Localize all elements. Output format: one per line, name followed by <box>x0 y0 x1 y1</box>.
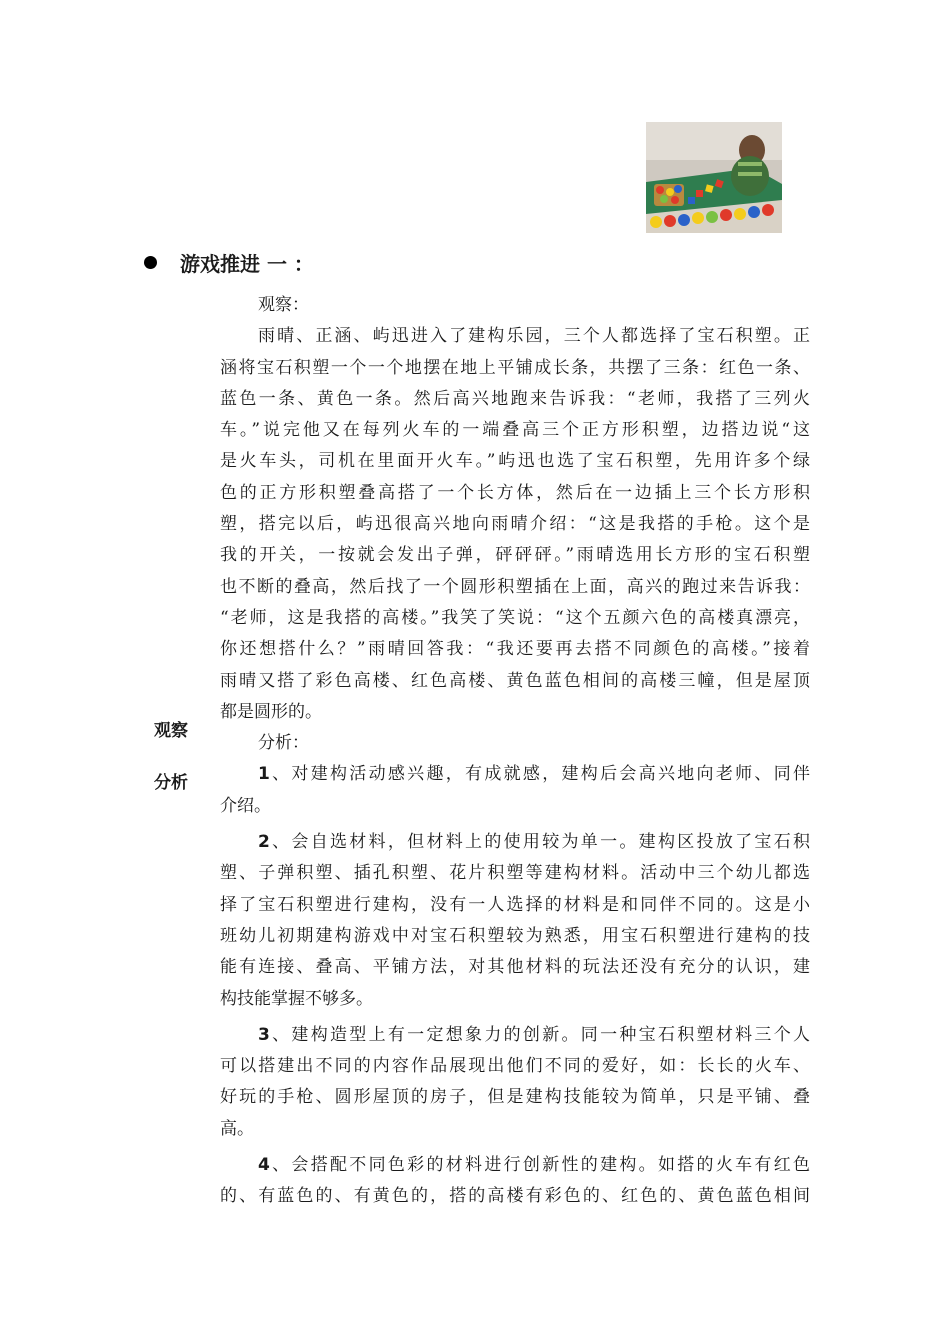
point-text: 、建构造型上有一定想象力的创新。同一种宝石积塑材料三个人 <box>269 1024 810 1045</box>
paragraph-line: 色的正方形积塑叠高搭了一个长方体，然后在一边插上三个长方形积 <box>220 482 810 503</box>
point-text: 、对建构活动感兴趣，有成就感，建构后会高兴地向老师、同伴 <box>269 764 810 785</box>
bullet-dot-icon <box>144 256 157 269</box>
paragraph-line <box>220 1020 810 1051</box>
paragraph-line: 班幼儿初期建构游戏中对宝石积塑较为熟悉，用宝石积塑进行建构的技 <box>220 925 810 946</box>
point-text: 、会搭配不同色彩的材料进行创新性的建构。如搭的火车有红色 <box>269 1155 810 1176</box>
paragraph-line: 塑、子弹积塑、插孔积塑、花片积塑等建构材料。活动中三个幼儿都选 <box>220 863 810 884</box>
point-number: 1 <box>258 764 270 785</box>
paragraph-line <box>220 827 810 858</box>
analysis-point-1 <box>220 759 810 822</box>
paragraph-line: 构技能掌握不够多。 <box>220 988 373 1009</box>
paragraph-line: 的、有蓝色的、有黄色的，搭的高楼有彩色的、红色的、黄色蓝色相间 <box>220 1186 810 1207</box>
section-title-text: 游戏推进 一 ： <box>180 251 314 276</box>
paragraph-line: 介绍。 <box>220 795 271 816</box>
paragraph-line: “老师，这是我搭的高楼。”我笑了笑说：“这个五颜六色的高楼真漂亮， <box>220 607 810 628</box>
point-number: 3 <box>258 1024 270 1045</box>
observation-paragraph <box>220 321 810 728</box>
paragraph-line: 雨晴、正涵、屿迅进入了建构乐园，三个人都选择了宝石积塑。正 <box>258 326 810 347</box>
paragraph-line: 塑，搭完以后，屿迅很高兴地向雨晴介绍：“这是我搭的手枪。这个是 <box>220 514 810 535</box>
paragraph-line: 也不断的叠高，然后找了一个圆形积塑插在上面，高兴的跑过来告诉我： <box>220 576 810 597</box>
paragraph-line <box>220 1150 810 1181</box>
paragraph-line: 择了宝石积塑进行建构，没有一人选择的材料是和同伴不同的。这是小 <box>220 894 810 915</box>
side-label-observe: 观察 <box>154 721 188 741</box>
point-number: 2 <box>258 832 270 853</box>
analysis-point-3 <box>220 1020 810 1145</box>
analysis-point-2 <box>220 827 810 1015</box>
paragraph-line: 雨晴又搭了彩色高楼、红色高楼、黄色蓝色相间的高楼三幢，但是屋顶 <box>220 670 810 691</box>
point-number: 4 <box>258 1155 270 1176</box>
child-building-blocks-photo <box>646 122 782 233</box>
document-body <box>220 290 810 1213</box>
paragraph-line: 车。”说完他又在每列火车的一端叠高三个正方形积塑，边搭边说“这 <box>220 420 810 441</box>
paragraph-line: 都是圆形的。 <box>220 701 322 722</box>
paragraph-line: 高。 <box>220 1118 254 1139</box>
section-heading <box>140 246 314 278</box>
paragraph-line: 我的开关，一按就会发出子弹，砰砰砰。”雨晴选用长方形的宝石积塑 <box>220 545 810 566</box>
paragraph-line: 好玩的手枪、圆形屋顶的房子，但是建构技能较为简单，只是平铺、叠 <box>220 1087 810 1108</box>
paragraph-line: 涵将宝石积塑一个一个地摆在地上平铺成长条，共摆了三条：红色一条、 <box>220 357 810 378</box>
analysis-point-4 <box>220 1150 810 1213</box>
analysis-heading: 分析： <box>258 733 309 754</box>
paragraph-line: 蓝色一条、黄色一条。然后高兴地跑来告诉我：“老师，我搭了三列火 <box>220 388 810 409</box>
paragraph-line: 你还想搭什么？”雨晴回答我：“我还要再去搭不同颜色的高楼。”接着 <box>220 639 810 660</box>
paragraph-line: 可以搭建出不同的内容作品展现出他们不同的爱好，如：长长的火车、 <box>220 1056 810 1077</box>
paragraph-line: 能有连接、叠高、平铺方法，对其他材料的玩法还没有充分的认识，建 <box>220 957 810 978</box>
paragraph-line <box>220 759 810 790</box>
side-label-analyze: 分析 <box>154 773 188 793</box>
point-text: 、会自选材料，但材料上的使用较为单一。建构区投放了宝石积 <box>269 832 810 853</box>
paragraph-line: 是火车头，司机在里面开火车。”屿迅也选了宝石积塑，先用许多个绿 <box>220 451 810 472</box>
observation-heading: 观察： <box>258 295 309 315</box>
